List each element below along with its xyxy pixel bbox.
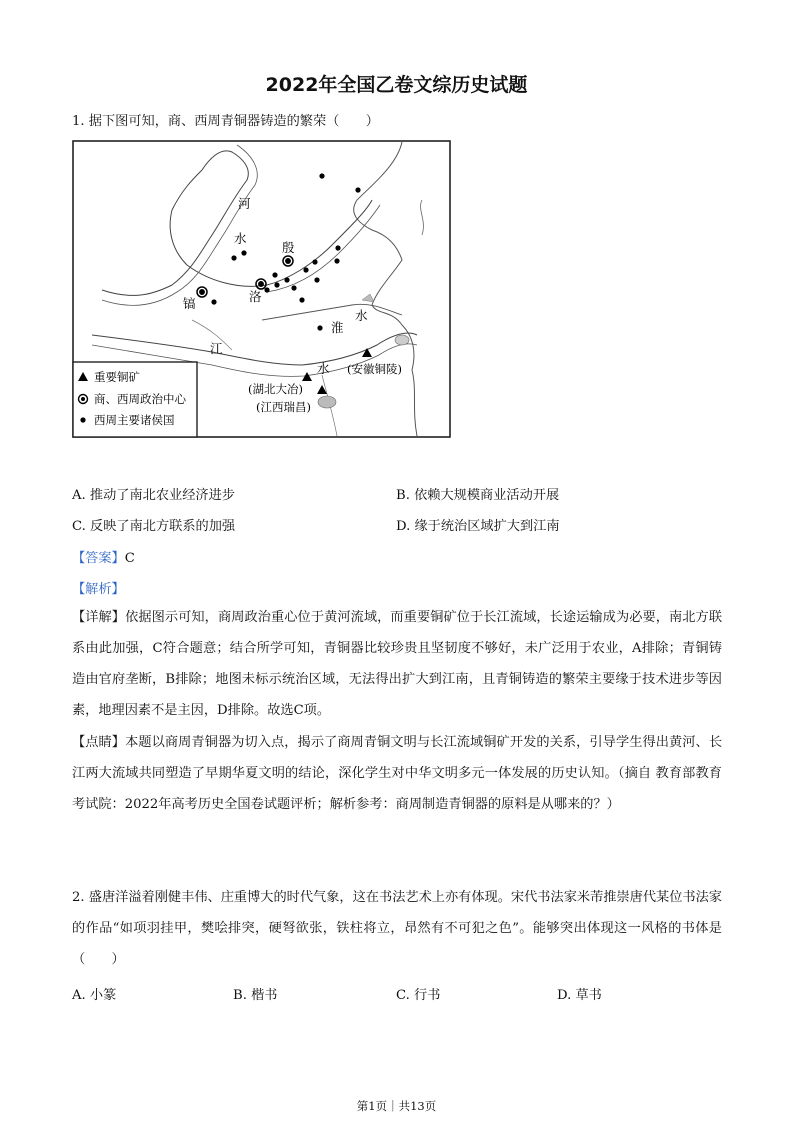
q1-map — [72, 140, 452, 440]
q2-option-c[interactable] — [396, 984, 440, 1003]
detail-text: 依据图示可知，商周政治重心位于黄河流域，而重要铜矿位于长江流域，长途运输成为必要，南北方联系由此加强，C符合题意；结合所学可知，青铜器比较珍贵且坚韧度不够好，未广泛用于农业，A排除；青铜铸造由官府垄断，B排除；地图未标示统治区域，无法得出扩大到江南，且青铜铸造的繁荣主要缘于技术进步等因素，地理因素不是主因，D排除。故选C项。 — [72, 610, 723, 718]
label-he: 河 — [238, 196, 251, 211]
option-text: 反映了南北方联系的加强 — [90, 519, 236, 534]
option-letter: D. — [396, 519, 411, 534]
q1-analysis-tag: 【解析】 — [72, 582, 125, 597]
q1-option-c[interactable] — [72, 515, 235, 534]
comment-text: 本题以商周青铜器为切入点，揭示了商周青铜文明与长江流域铜矿开发的关系，引导学生得出黄河、长江两大流域共同塑造了早期华夏文明的结论，深化学生对中华文明多元一体发展的历史认知。（摘自 教育部教育考试院：2022年高考历史全国卷试题评析；解析参考：商周制造青铜器的原料是从哪来的？） — [72, 735, 723, 812]
option-letter: B. — [233, 988, 247, 1003]
label-shui-2: 水 — [317, 361, 330, 376]
label-huai: 淮 — [331, 320, 344, 335]
label-yin: 殷 — [282, 240, 295, 255]
label-luo: 洛 — [249, 289, 262, 304]
label-shui-3: 水 — [355, 308, 368, 323]
q2-option-d[interactable] — [557, 984, 602, 1003]
detail-tag: 【详解】 — [72, 610, 126, 625]
legend-vassal: 西周主要诸侯国 — [94, 413, 175, 427]
label-hao: 镐 — [183, 296, 196, 311]
label-jiang: 江 — [210, 341, 223, 356]
q2-option-a[interactable] — [72, 984, 116, 1003]
q1-comment — [72, 727, 722, 820]
page-footer: 第1页｜共13页 — [356, 1099, 437, 1113]
q1-stem: 1. 据下图可知，商、西周青铜器铸造的繁荣（ ） — [72, 114, 379, 129]
map-legend — [73, 362, 197, 437]
option-letter: B. — [396, 488, 410, 503]
option-text: 行书 — [414, 988, 441, 1003]
option-text: 缘于统治区域扩大到江南 — [414, 519, 560, 534]
option-letter: A. — [72, 488, 86, 503]
label-ruichang: (江西瑞昌) — [256, 400, 311, 414]
option-text: 小篆 — [89, 988, 117, 1003]
q1-option-b[interactable] — [396, 484, 559, 503]
q1-option-a[interactable] — [72, 484, 235, 503]
q2-option-b[interactable] — [233, 984, 277, 1003]
option-letter: D. — [557, 988, 572, 1003]
option-text: 推动了南北农业经济进步 — [89, 488, 235, 503]
q1-answer — [72, 547, 135, 566]
option-text: 楷书 — [251, 988, 278, 1003]
label-shui-1: 水 — [234, 231, 247, 246]
poyang-lake — [318, 396, 336, 408]
legend-mine: 重要铜矿 — [94, 370, 140, 384]
label-tongling: (安徽铜陵) — [347, 362, 402, 376]
option-letter: A. — [72, 988, 86, 1003]
q1-option-d[interactable] — [396, 515, 560, 534]
answer-value: C — [124, 551, 135, 566]
q1-detail — [72, 602, 722, 726]
option-letter: C. — [72, 519, 86, 534]
option-letter: C. — [396, 988, 410, 1003]
legend-center: 商、西周政治中心 — [94, 392, 186, 406]
page-title: 2022年全国乙卷文综历史试题 — [265, 74, 528, 96]
comment-tag: 【点睛】 — [72, 735, 126, 750]
answer-tag: 【答案】 — [72, 551, 125, 566]
tai-lake — [395, 335, 409, 345]
q2-stem: 2. 盛唐洋溢着刚健丰伟、庄重博大的时代气象，这在书法艺术上亦有体现。宋代书法家米芾推崇唐代某位书法家的作品“如项羽挂甲，樊哙排突，硬弩欲张，铁柱将立，昂然有不可犯之色”。能够突出体现这一风格的书体是（ ） — [72, 890, 722, 967]
label-daye: (湖北大冶) — [248, 382, 303, 396]
option-text: 草书 — [575, 988, 602, 1003]
option-text: 依赖大规模商业活动开展 — [414, 488, 560, 503]
